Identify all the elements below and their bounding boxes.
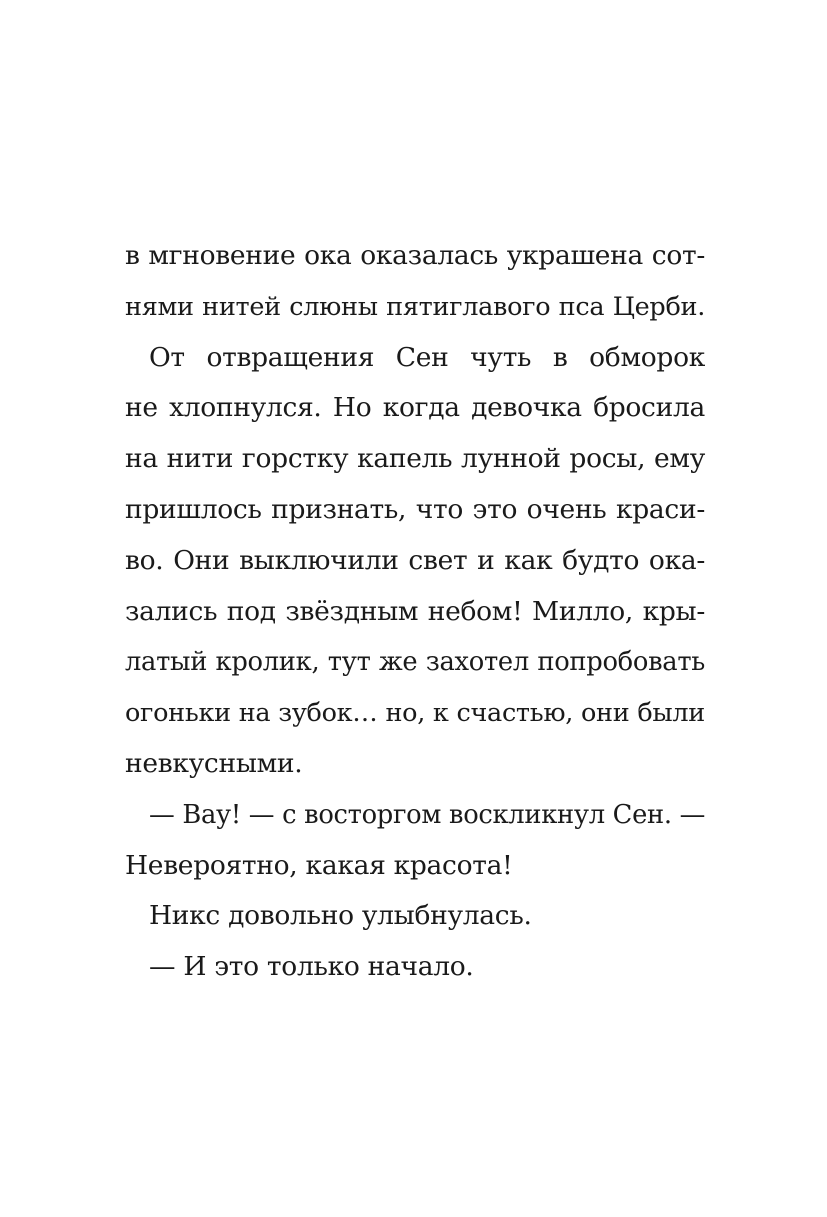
text-line-8: зались под звёздным небом! Милло, кры-: [125, 595, 705, 627]
text-line-10: огоньки на зубок… но, к счастью, они были: [125, 698, 705, 729]
text-line-12: — Вау! — с восторгом воскликнул Сен. —: [149, 799, 706, 830]
text-line-1: в мгновение ока оказалась украшена сот-: [125, 240, 705, 271]
text-line-13: Невероятно, какая красота!: [125, 849, 513, 881]
text-line-2: нями нитей слюны пятиглавого пса Церби.: [125, 291, 705, 322]
text-line-4: не хлопнулся. Но когда девочка бросила: [125, 392, 705, 424]
text-line-11: невкусными.: [125, 747, 303, 779]
text-line-14: Никс довольно улыбнулась.: [149, 900, 532, 932]
text-line-7: во. Они выключили свет и как будто ока-: [125, 544, 705, 576]
text-line-9: латый кролик, тут же захотел попробовать: [125, 647, 705, 678]
text-line-15: — И это только начало.: [149, 951, 474, 983]
page-text: [125, 231, 705, 993]
text-line-6: пришлось признать, что это очень краси-: [125, 493, 705, 525]
text-line-5: на нити горстку капель лунной росы, ему: [125, 443, 705, 475]
text-line-3: От отвращения Сен чуть в обморок: [149, 341, 705, 373]
